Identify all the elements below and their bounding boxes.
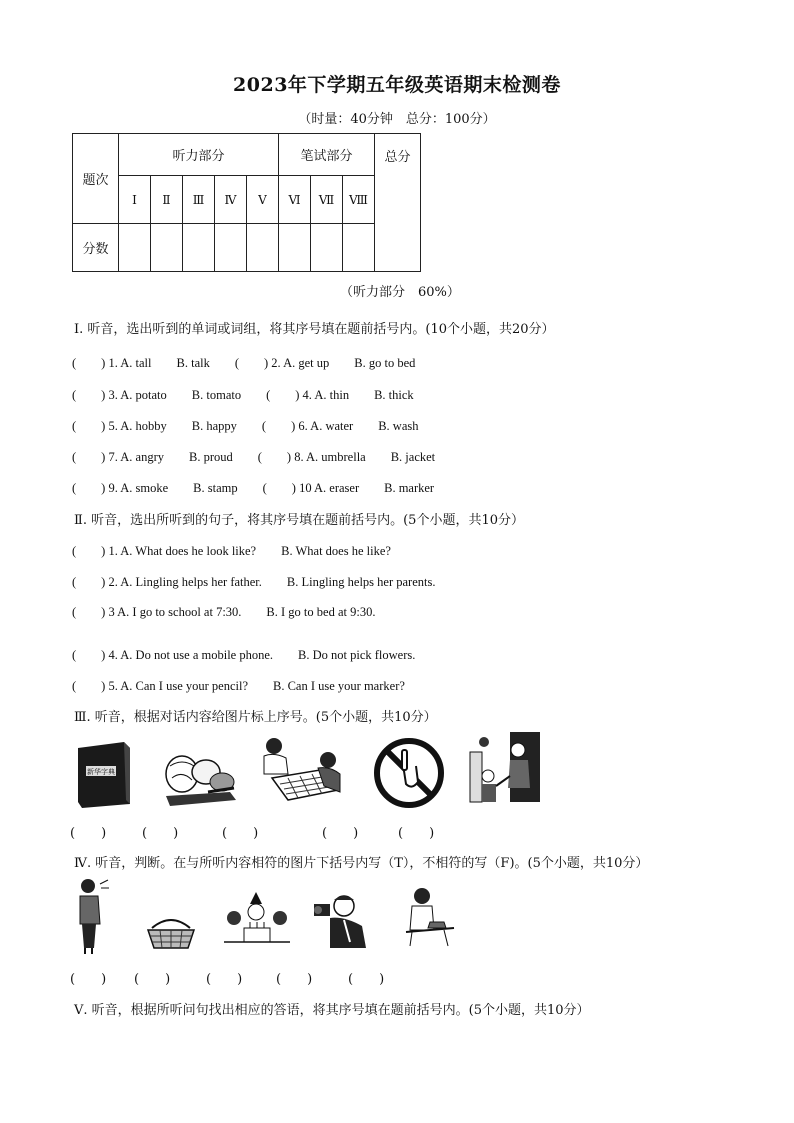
- section3-heading: Ⅲ. 听音，根据对话内容给图片标上序号。(5个小题，共10分）: [74, 710, 437, 725]
- answer-paren[interactable]: ( ): [222, 826, 259, 841]
- birthday-party-picture: [222, 892, 292, 946]
- numeral-cell: Ⅰ: [119, 176, 151, 224]
- question-row: ( ) 5. A. hobby B. happy ( ) 6. A. water B. wash: [72, 419, 419, 433]
- chess-picture: [258, 734, 344, 812]
- ironing-picture: [400, 886, 456, 948]
- listening-header: 听力部分: [119, 134, 279, 176]
- quiet-sign-picture: [372, 736, 446, 810]
- answer-paren[interactable]: ( ): [276, 972, 313, 987]
- written-header: 笔试部分: [279, 134, 375, 176]
- score-input-cell[interactable]: [311, 224, 343, 272]
- score-input-cell[interactable]: [183, 224, 215, 272]
- numeral-cell: Ⅶ: [311, 176, 343, 224]
- score-input-cell[interactable]: [343, 224, 375, 272]
- question-row: ( ) 2. A. Lingling helps her father. B. Lingling helps her parents.: [72, 575, 436, 589]
- question-row: ( ) 4. A. Do not use a mobile phone. B. Do not pick flowers.: [72, 648, 416, 662]
- answer-paren[interactable]: ( ): [70, 826, 107, 841]
- answer-paren[interactable]: ( ): [348, 972, 385, 987]
- dictionary-picture: [72, 740, 134, 810]
- handing-picture: [466, 732, 542, 808]
- score-input-cell[interactable]: [151, 224, 183, 272]
- book-title-text: 新华字典: [87, 768, 115, 776]
- answer-paren[interactable]: ( ): [142, 826, 179, 841]
- numeral-cell: Ⅷ: [343, 176, 375, 224]
- row-header-cell: 题次: [73, 134, 119, 224]
- question-row: ( ) 3. A. potato B. tomato ( ) 4. A. thin B. thick: [72, 388, 414, 402]
- exam-info: （时量：40分钟 总分：100分）: [298, 112, 496, 127]
- section4-heading: Ⅳ. 听音，判断。在与所听内容相符的图片下括号内写（T），不相符的写（F)。(5个小题，共10分）: [74, 856, 649, 871]
- basket-picture: [146, 918, 196, 950]
- score-table: [72, 133, 421, 272]
- numeral-cell: Ⅳ: [215, 176, 247, 224]
- question-row: ( ) 7. A. angry B. proud ( ) 8. A. umbrella B. jacket: [72, 450, 436, 464]
- question-row: ( ) 1. A. tall B. talk ( ) 2. A. get up B. go to bed: [72, 356, 416, 370]
- numeral-cell: Ⅵ: [279, 176, 311, 224]
- numeral-cell: Ⅴ: [247, 176, 279, 224]
- section1-heading: Ⅰ. 听音，选出听到的单词或词组，将其序号填在题前括号内。(10个小题，共20分）: [74, 322, 555, 337]
- camera-man-picture: [310, 892, 370, 950]
- answer-paren[interactable]: ( ): [322, 826, 359, 841]
- answer-paren[interactable]: ( ): [70, 972, 107, 987]
- page-title: 2023年下学期五年级英语期末检测卷: [233, 74, 561, 96]
- score-input-cell[interactable]: [215, 224, 247, 272]
- question-row: ( ) 5. A. Can I use your pencil? B. Can I use your marker?: [72, 679, 405, 693]
- section5-heading: Ⅴ. 听音，根据所听问句找出相应的答语，将其序号填在题前括号内。(5个小题，共10分）: [74, 1003, 590, 1018]
- score-label-cell: 分数: [73, 224, 119, 272]
- score-input-cell[interactable]: [247, 224, 279, 272]
- listening-note: （听力部分 60%）: [340, 285, 460, 300]
- score-input-cell[interactable]: [119, 224, 151, 272]
- question-row: ( ) 3 A. I go to school at 7:30. B. I go to bed at 9:30.: [72, 605, 376, 619]
- score-input-cell[interactable]: [279, 224, 311, 272]
- answer-paren[interactable]: ( ): [134, 972, 171, 987]
- numeral-cell: Ⅱ: [151, 176, 183, 224]
- question-row: ( ) 1. A. What does he look like? B. What does he like?: [72, 544, 391, 558]
- answer-paren[interactable]: ( ): [206, 972, 243, 987]
- total-header: 总分: [375, 134, 421, 272]
- section2-heading: Ⅱ. 听音，选出所听到的句子，将其序号填在题前括号内。(5个小题，共10分）: [74, 513, 524, 528]
- numeral-cell: Ⅲ: [183, 176, 215, 224]
- vegetables-picture: [160, 748, 242, 810]
- woman-speaking-picture: [76, 876, 110, 956]
- question-row: ( ) 9. A. smoke B. stamp ( ) 10 A. eraser B. marker: [72, 481, 435, 495]
- answer-paren[interactable]: ( ): [398, 826, 435, 841]
